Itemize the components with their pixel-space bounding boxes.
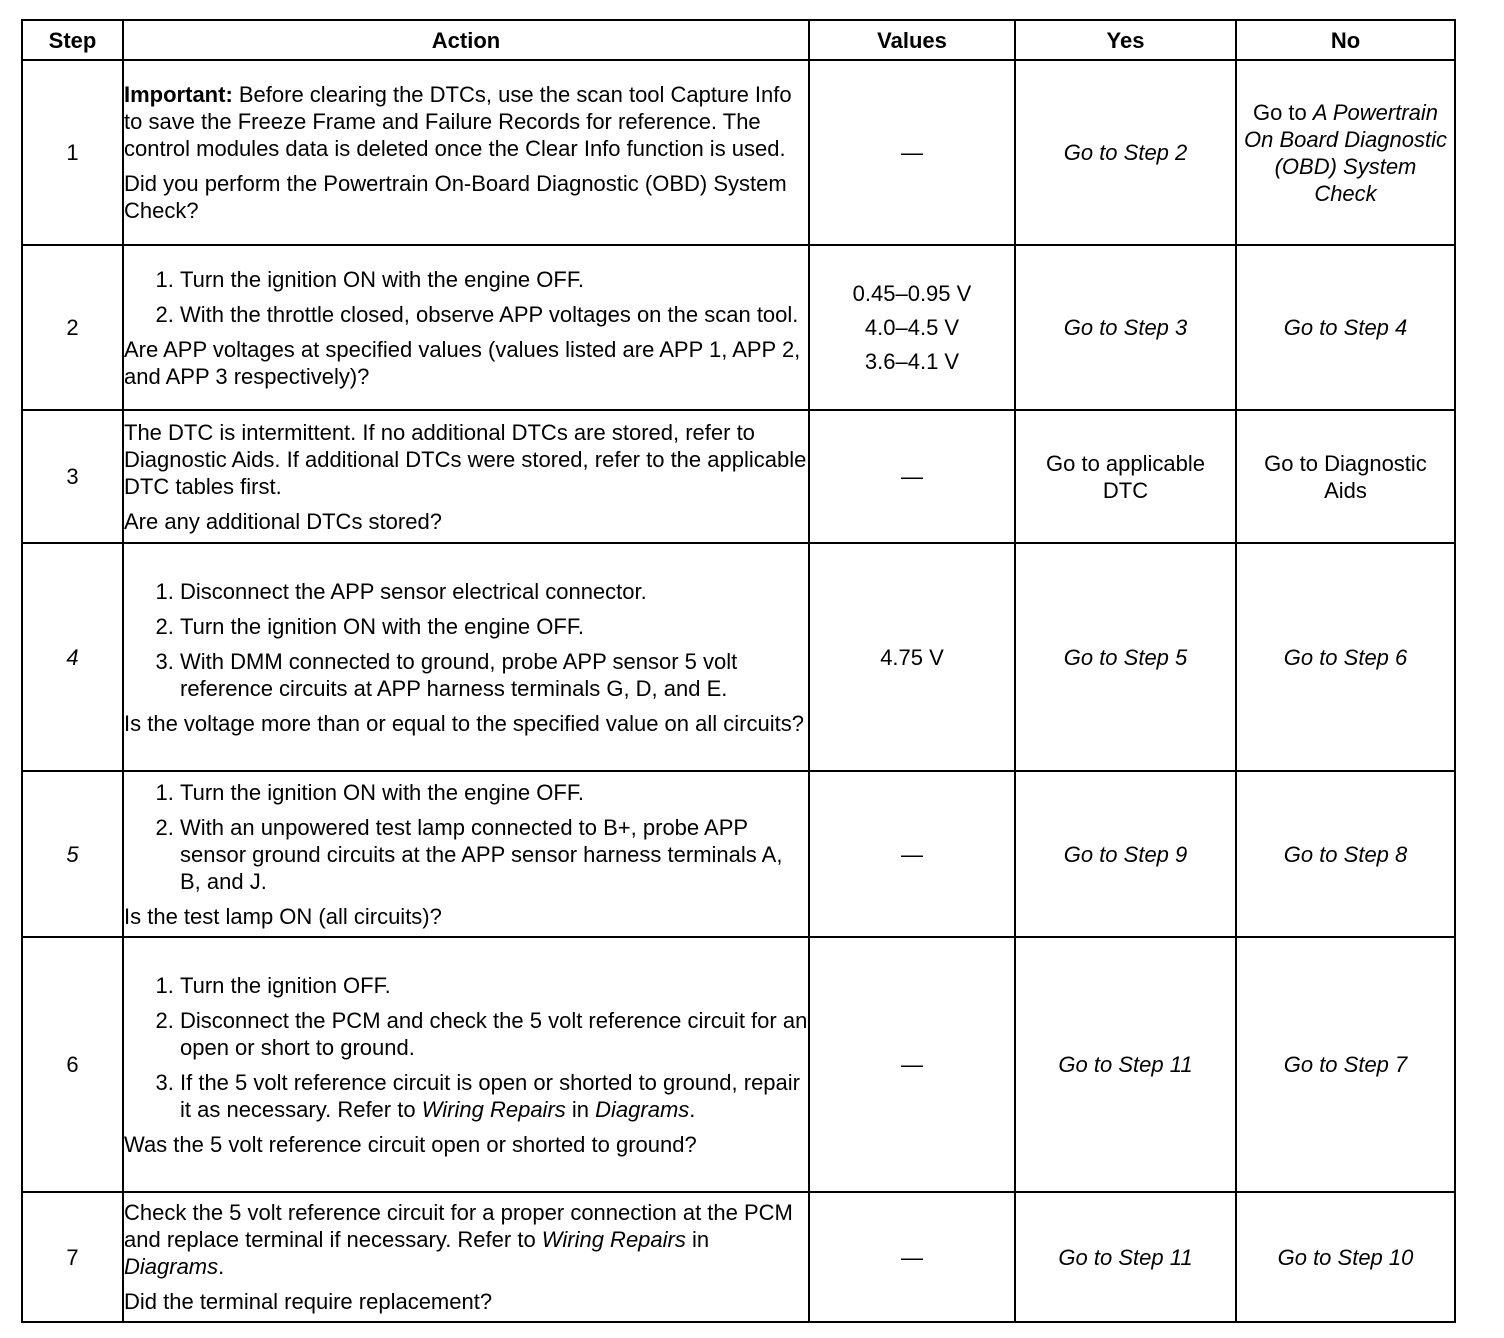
step-number: 4 — [22, 543, 123, 771]
step-number: 7 — [22, 1192, 123, 1322]
no-prefix: Go to — [1252, 99, 1313, 125]
table-row-step-6 — [22, 937, 1455, 1192]
no-cell — [1236, 1192, 1455, 1322]
question-text: Is the voltage more than or equal to the specified value on all circuits? — [124, 710, 804, 736]
table-row-step-7 — [22, 1192, 1455, 1322]
yes-cell — [1015, 245, 1236, 410]
yes-cell — [1015, 1192, 1236, 1322]
instruction-list — [124, 779, 808, 895]
table-row-step-4 — [22, 543, 1455, 771]
question-text: Was the 5 volt reference circuit open or shorted to ground? — [124, 1131, 697, 1157]
diagrams-link[interactable]: Diagrams — [124, 1254, 219, 1279]
no-cell — [1236, 771, 1455, 937]
diagnostic-table — [21, 19, 1456, 1323]
no-cell — [1236, 410, 1455, 543]
instruction-list — [124, 972, 808, 1123]
yes-cell — [1015, 60, 1236, 245]
value-app1: 0.45–0.95 V — [852, 280, 972, 306]
connector-text: in — [565, 1096, 596, 1122]
values-cell: — — [809, 410, 1015, 543]
action-cell — [123, 543, 809, 771]
instruction-text: If the 5 volt reference circuit is open or shorted to ground, repair it as necessary. Refer to — [180, 1069, 800, 1122]
header-no: No — [1236, 20, 1455, 60]
instruction-item: 2. With an unpowered test lamp connected to B+, probe APP sensor ground circuits at the APP sensor harness terminals A, B, and J. — [180, 814, 808, 895]
table-row-step-1 — [22, 60, 1455, 245]
instruction-item: 1. Disconnect the APP sensor electrical connector. — [180, 578, 808, 605]
values-cell: — — [809, 60, 1015, 245]
question-text: Is the test lamp ON (all circuits)? — [124, 903, 442, 929]
yes-cell — [1015, 771, 1236, 937]
instruction-list — [124, 266, 808, 328]
question-text: Did the terminal require replacement? — [124, 1289, 493, 1314]
important-label: Important: — [124, 82, 233, 107]
yes-link[interactable]: Go to Step 2 — [1063, 140, 1188, 165]
wiring-repairs-link[interactable]: Wiring Repairs — [541, 1227, 686, 1252]
yes-cell — [1015, 543, 1236, 771]
action-cell — [123, 1192, 809, 1322]
no-cell — [1236, 60, 1455, 245]
diagrams-link[interactable]: Diagrams — [595, 1096, 690, 1122]
instruction-list — [124, 578, 808, 702]
table-row-step-2 — [22, 245, 1455, 410]
instruction-item: 2. With the throttle closed, observe APP voltages on the scan tool. — [180, 301, 808, 328]
no-cell — [1236, 245, 1455, 410]
yes-cell — [1015, 410, 1236, 543]
yes-link[interactable]: Go to Step 11 — [1058, 1244, 1193, 1270]
step-number: 6 — [22, 937, 123, 1192]
connector-text: in — [685, 1227, 710, 1252]
yes-link[interactable]: Go to applicable DTC — [1046, 450, 1205, 503]
yes-link[interactable]: Go to Step 3 — [1063, 315, 1188, 340]
instruction-item: 2. Turn the ignition ON with the engine OFF. — [180, 613, 808, 640]
action-cell — [123, 410, 809, 543]
values-cell: — — [809, 937, 1015, 1192]
instruction-item: 1. Turn the ignition ON with the engine OFF. — [180, 779, 808, 806]
header-row — [22, 20, 1455, 60]
question-text: Did you perform the Powertrain On-Board Diagnostic (OBD) System Check? — [124, 171, 787, 223]
instruction-item: 3. With DMM connected to ground, probe APP sensor 5 volt reference circuits at APP harness terminals G, D, and E. — [180, 648, 808, 702]
no-link[interactable]: Go to Diagnostic Aids — [1264, 450, 1427, 503]
wiring-repairs-link[interactable]: Wiring Repairs — [421, 1096, 566, 1122]
instruction-text: The DTC is intermittent. If no additional DTCs are stored, refer to Diagnostic Aids. If additional DTCs were stored, refer to the applicable DTC tables first. — [124, 419, 807, 499]
instruction-body: Check the 5 volt reference circuit for a proper connection at the PCM and replace terminal if necessary. Refer to — [124, 1200, 793, 1252]
step-number: 5 — [22, 771, 123, 937]
no-cell — [1236, 937, 1455, 1192]
no-link[interactable]: Go to Step 6 — [1283, 644, 1408, 670]
period-text: . — [689, 1096, 696, 1122]
period-text: . — [218, 1254, 225, 1279]
no-link[interactable]: Go to Step 7 — [1283, 1052, 1408, 1077]
no-link[interactable]: Go to Step 4 — [1283, 315, 1408, 340]
action-cell — [123, 771, 809, 937]
action-cell — [123, 60, 809, 245]
step-number: 1 — [22, 60, 123, 245]
instruction-item: 2. Disconnect the PCM and check the 5 volt reference circuit for an open or short to ground. — [180, 1007, 808, 1061]
important-text: Before clearing the DTCs, use the scan tool Capture Info to save the Freeze Frame and Failure Records for reference. The control modules data is deleted once the Clear Info function is used. — [124, 82, 792, 161]
no-link[interactable]: Go to Step 8 — [1283, 841, 1408, 867]
no-cell — [1236, 543, 1455, 771]
important-note — [124, 81, 808, 162]
action-cell — [123, 245, 809, 410]
instruction-item — [180, 1069, 808, 1123]
header-action: Action — [123, 20, 809, 60]
table-row-step-3 — [22, 410, 1455, 543]
question-text: Are any additional DTCs stored? — [124, 508, 442, 534]
value-app3: 3.6–4.1 V — [864, 348, 960, 374]
yes-link[interactable]: Go to Step 9 — [1063, 841, 1188, 867]
values-cell: 4.75 V — [809, 543, 1015, 771]
instruction-text — [124, 1199, 808, 1280]
question-text: Are APP voltages at specified values (values listed are APP 1, APP 2, and APP 3 respectively)? — [124, 336, 801, 389]
step-number: 3 — [22, 410, 123, 543]
instruction-item: 1. Turn the ignition ON with the engine OFF. — [180, 266, 808, 293]
step-number: 2 — [22, 245, 123, 410]
no-link[interactable]: A Powertrain On Board Diagnostic (OBD) System Check — [1244, 99, 1447, 206]
yes-cell — [1015, 937, 1236, 1192]
header-values: Values — [809, 20, 1015, 60]
values-cell — [809, 245, 1015, 410]
header-step: Step — [22, 20, 123, 60]
no-link[interactable]: Go to Step 10 — [1277, 1244, 1414, 1270]
values-cell: — — [809, 771, 1015, 937]
value-app2: 4.0–4.5 V — [864, 314, 960, 340]
instruction-item: 1. Turn the ignition OFF. — [180, 972, 808, 999]
header-yes: Yes — [1015, 20, 1236, 60]
yes-link[interactable]: Go to Step 5 — [1063, 644, 1188, 670]
yes-link[interactable]: Go to Step 11 — [1058, 1052, 1193, 1077]
table-row-step-5 — [22, 771, 1455, 937]
values-cell: — — [809, 1192, 1015, 1322]
action-cell — [123, 937, 809, 1192]
